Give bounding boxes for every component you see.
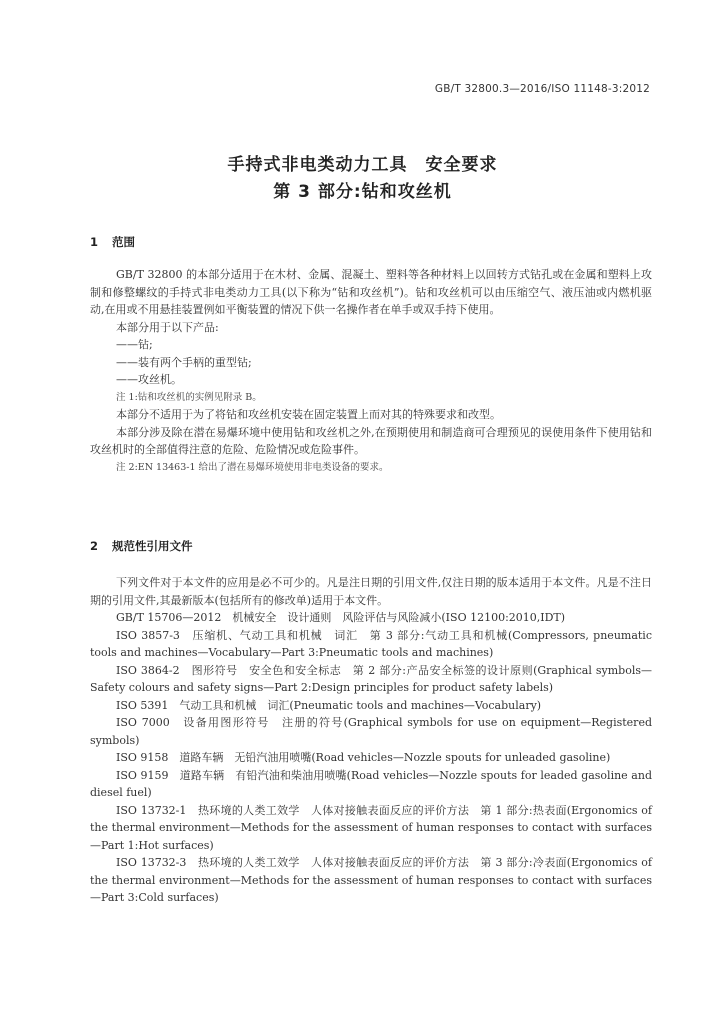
section-heading-scope bbox=[90, 234, 135, 250]
note-paragraph: 注 1:钻和攻丝机的实例见附录 B。 bbox=[116, 391, 262, 403]
list-item: ——攻丝机。 bbox=[116, 373, 182, 386]
body-paragraph: GB/T 32800 的本部分适用于在木材、金属、混凝土、塑料等各种材料上以回转方式钻孔或在金属和塑料上攻制和修整螺纹的手持式非电类动力工具(以下称为“钻和攻丝机”)。钻和攻丝机可以由压缩空气、液压油或内燃机驱动,在用或不用悬挂装置例如平衡装置的情况下供一名操作者在单手或双手持下使用。 bbox=[90, 268, 652, 316]
section-title: 范围 bbox=[112, 235, 135, 249]
reference-entry: ISO 9158 道路车辆 无铅汽油用喷嘴(Road vehicles—Nozzle spouts for unleaded gasoline) bbox=[116, 751, 611, 764]
section-number: 1 bbox=[90, 235, 99, 249]
document-subtitle: 第 3 部分:钻和攻丝机 bbox=[273, 182, 452, 202]
section-heading-normative-references bbox=[90, 538, 193, 554]
reference-entry: ISO 5391 气动工具和机械 词汇(Pneumatic tools and machines—Vocabulary) bbox=[116, 698, 542, 712]
reference-entry: ISO 13732-1 热环境的人类工效学 人体对接触表面反应的评价方法 第 1 部分:热表面(Ergonomics of the thermal environment—Methods for the assessment of human responses to contact with surfaces—Part 1:Hot surfaces) bbox=[90, 803, 652, 852]
note-paragraph: 注 2:EN 13463-1 给出了潜在易爆环境使用非电类设备的要求。 bbox=[116, 461, 389, 473]
list-item: ——装有两个手柄的重型钻; bbox=[116, 355, 252, 369]
reference-entry: ISO 3857-3 压缩机、气动工具和机械 词汇 第 3 部分:气动工具和机械(Compressors, pneumatic tools and machines—Vocabulary—Part 3:Pneumatic tools and machines) bbox=[90, 628, 652, 659]
standard-code: GB/T 32800.3—2016/ISO 11148-3:2012 bbox=[434, 83, 650, 95]
reference-entry: GB/T 15706—2012 机械安全 设计通则 风险评估与风险减小(ISO 12100:2010,IDT) bbox=[116, 611, 566, 624]
body-paragraph: 下列文件对于本文件的应用是必不可少的。凡是注日期的引用文件,仅注日期的版本适用于本文件。凡是不注日期的引用文件,其最新版本(包括所有的修改单)适用于本文件。 bbox=[90, 576, 652, 607]
document-title: 手持式非电类动力工具 安全要求 bbox=[227, 155, 498, 175]
section-title: 规范性引用文件 bbox=[112, 539, 193, 553]
reference-entry: ISO 13732-3 热环境的人类工效学 人体对接触表面反应的评价方法 第 3 部分:冷表面(Ergonomics of the thermal environment—Methods for the assessment of human responses to contact with surfaces—Part 3:Cold surfaces) bbox=[90, 856, 652, 904]
list-item: ——钻; bbox=[116, 338, 153, 351]
body-paragraph: 本部分涉及除在潜在易爆环境中使用钻和攻丝机之外,在预期使用和制造商可合理预见的误使用条件下使用钻和攻丝机时的全部值得注意的危险、危险情况或危险事件。 bbox=[90, 425, 652, 456]
section-body-normative-references bbox=[90, 574, 652, 907]
body-paragraph: 本部分不适用于为了将钻和攻丝机安装在固定装置上而对其的特殊要求和改型。 bbox=[116, 408, 501, 421]
reference-entry: ISO 7000 设备用图形符号 注册的符号(Graphical symbols for use on equipment—Registered symbols) bbox=[90, 716, 652, 747]
reference-entry: ISO 9159 道路车辆 有铅汽油和柴油用喷嘴(Road vehicles—Nozzle spouts for leaded gasoline and diesel fuel) bbox=[90, 768, 652, 799]
section-body-scope bbox=[90, 266, 652, 476]
section-number: 2 bbox=[90, 539, 99, 553]
body-paragraph: 本部分用于以下产品: bbox=[116, 320, 219, 334]
reference-entry: ISO 3864-2 图形符号 安全色和安全标志 第 2 部分:产品安全标签的设计原则(Graphical symbols—Safety colours and safety signs—Part 2:Design principles for product safety labels) bbox=[90, 663, 652, 694]
